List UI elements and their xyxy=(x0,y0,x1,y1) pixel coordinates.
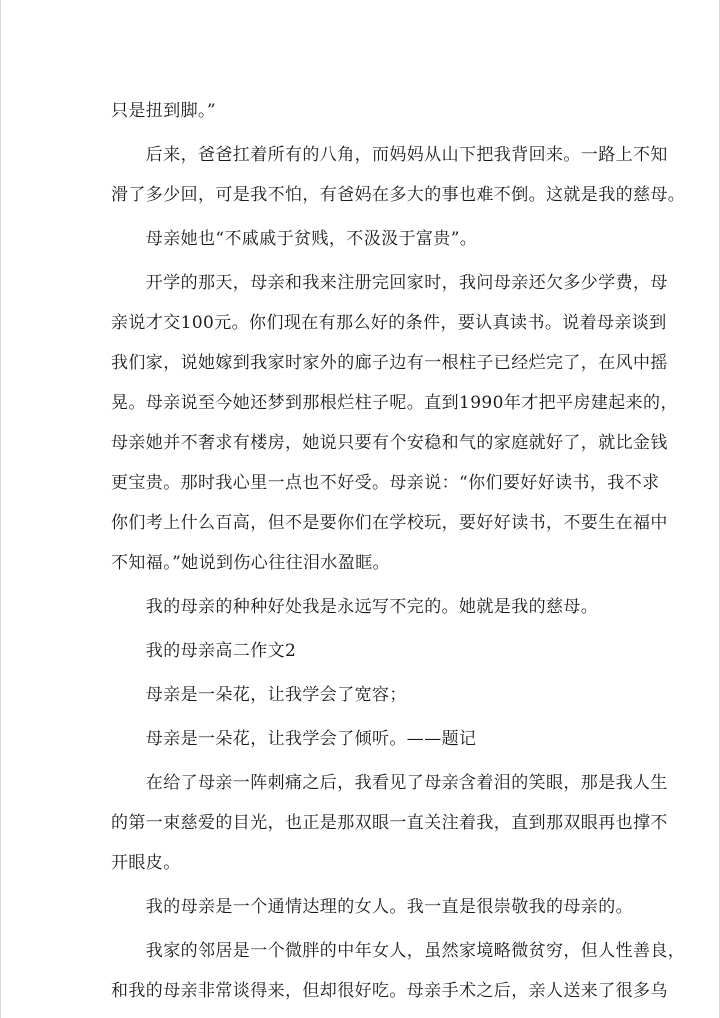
text-line: 我的母亲高二作文2 xyxy=(111,641,297,661)
text-line: 母亲她并不奢求有楼房，她说只要有个安稳和气的家庭就好了，就比金钱 xyxy=(111,433,668,453)
paragraph xyxy=(111,675,613,715)
paragraph xyxy=(111,587,613,627)
text-line: 母亲是一朵花，让我学会了宽容； xyxy=(111,685,407,705)
paragraph xyxy=(111,135,686,215)
text-line: 我的母亲是一个通情达理的女人。我一直是很崇敬我的母亲的。 xyxy=(111,897,633,917)
paragraph xyxy=(111,263,678,583)
document-body xyxy=(111,91,686,1011)
text-line: 开学的那天，母亲和我来注册完回家时，我问母亲还欠多少学费，母 xyxy=(111,273,668,293)
text-line: 更宝贵。那时我心里一点也不好受。母亲说：“你们要好好读书，我不求 xyxy=(111,473,660,493)
text-line: 母亲她也“不戚戚于贫贱，不汲汲于富贵”。 xyxy=(111,229,478,249)
text-line: 母亲是一朵花，让我学会了倾听。——题记 xyxy=(111,729,477,749)
paragraph xyxy=(111,719,613,759)
text-line: 亲说才交100元。你们现在有那么好的条件，要认真读书。说着母亲谈到 xyxy=(111,313,667,333)
text-line: 晃。母亲说至今她还梦到那根烂柱子呢。直到1990年才把平房建起来的， xyxy=(111,393,678,413)
text-line: 后来，爸爸扛着所有的八角，而妈妈从山下把我背回来。一路上不知 xyxy=(111,145,668,165)
paragraph xyxy=(111,887,633,927)
text-line: 我家的邻居是一个微胖的中年女人，虽然家境略微贫穷，但人性善良， xyxy=(111,941,686,961)
text-line: 只是扭到脚。” xyxy=(111,101,216,121)
text-line: 和我的母亲非常谈得来，但却很好吃。母亲手术之后，亲人送来了很多乌 xyxy=(111,981,668,1001)
paragraph xyxy=(111,763,668,883)
text-line: 开眼皮。 xyxy=(111,853,181,873)
text-line: 在给了母亲一阵刺痛之后，我看见了母亲含着泪的笑眼，那是我人生 xyxy=(111,773,668,793)
paragraph xyxy=(111,219,613,259)
paragraph xyxy=(111,931,686,1011)
text-line: 不知福。”她说到伤心往往泪水盈眶。 xyxy=(111,553,390,573)
text-line: 你们考上什么百高，但不是要你们在学校玩，要好好读书，不要生在福中 xyxy=(111,513,668,533)
text-line: 滑了多少回，可是我不怕，有爸妈在多大的事也难不倒。这就是我的慈母。 xyxy=(111,185,686,205)
text-line: 的第一束慈爱的目光，也正是那双眼一直关注着我，直到那双眼再也撑不 xyxy=(111,813,668,833)
text-line: 我们家，说她嫁到我家时家外的廊子边有一根柱子已经烂完了，在风中摇 xyxy=(111,353,668,373)
paragraph xyxy=(111,631,613,671)
paragraph xyxy=(111,91,613,131)
text-line: 我的母亲的种种好处我是永远写不完的。她就是我的慈母。 xyxy=(111,597,599,617)
